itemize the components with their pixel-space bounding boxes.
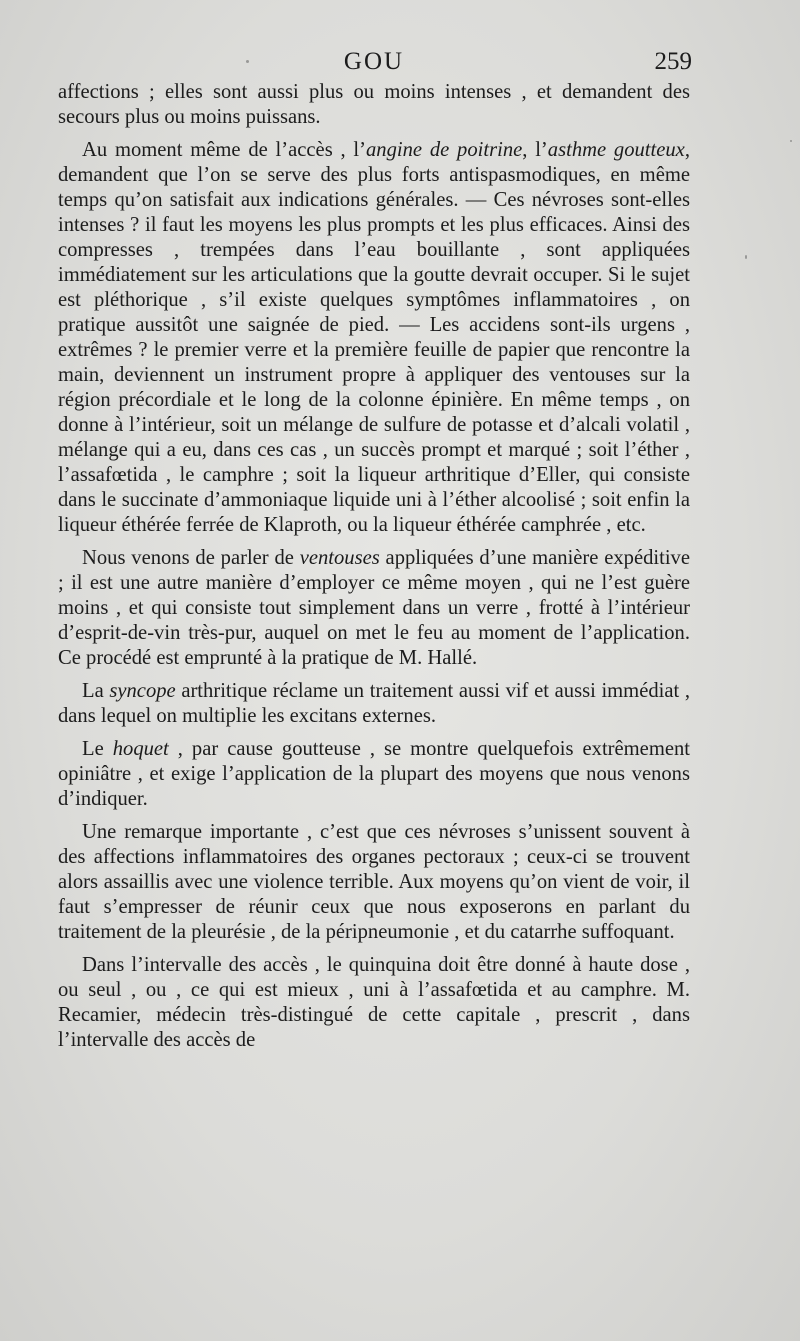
- page-number: 259: [654, 48, 692, 75]
- text-run: affections ; elles sont aussi plus ou moins intenses , et demandent des secours plus ou moins puissans.: [58, 81, 690, 128]
- text-run: Au moment même de l’accès , l’: [82, 139, 366, 161]
- body-text: [58, 80, 690, 1059]
- text-run: Une remarque importante , c’est que ces névroses s’unissent souvent à des affections inflammatoires des organes pectoraux ; ceux-ci se trouvent alors assaillis avec une violence terrible. Aux moyens qu’on vient de voir, il faut s’empresser de réunir ceux que nous exposerons en parlant du traitement de la pleurésie , de la péripneumonie , et du catarrhe suffoquant.: [58, 821, 690, 943]
- running-title: GOU: [343, 48, 405, 75]
- text-run: La: [82, 680, 110, 702]
- text-run: appliquées d’une manière expéditive ; il est une autre manière d’employer ce même moyen , qui ne l’est guère moins , et qui consiste tout simplement dans un verre , frotté à l’intérieur d’esprit-de-vin très-pur, auquel on met le feu au moment de l’application. Ce procédé est emprunté à la pratique de M. Hallé.: [58, 547, 690, 669]
- paragraph: [58, 546, 690, 671]
- italic-term: hoquet: [112, 738, 169, 760]
- italic-term: syncope: [109, 680, 176, 702]
- text-run: , demandent que l’on se serve des plus forts antispasmodiques, en même temps qu’on satisfait aux indications générales. — Ces névroses sont-elles intenses ? il faut les moyens les plus prompts et les plus efficaces. Ainsi des compresses , trempées dans l’eau bouillante , sont appliquées immédiatement sur les articulations que la goutte devrait occuper. Si le sujet est pléthorique , s’il existe quelques symptômes inflammatoires , on pratique aussitôt une saignée de pied. — Les accidens sont-ils urgens , extrêmes ? le premier verre et la première feuille de papier que rencontre la main, deviennent un instrument propre à appliquer des ventouses sur la région précordiale et le long de la colonne épinière. En même temps , on donne à l’intérieur, soit un mélange de sulfure de potasse et d’alcali volatil , mélange qui a eu, dans ces cas , un succès prompt et marqué ; soit l’éther , l’assafœtida , le camphre ; soit la liqueur arthritique d’Eller, qui consiste dans le succinate d’ammoniaque liquide uni à l’éther alcoolisé ; soit enfin la liqueur éthérée ferrée de Klaproth, ou la liqueur éthérée camphrée , etc.: [58, 139, 690, 536]
- text-run: Nous venons de parler de: [82, 547, 300, 569]
- paragraph: [58, 679, 690, 729]
- text-run: , l’: [522, 139, 548, 161]
- paper-speck: [790, 140, 792, 142]
- italic-term: asthme goutteux: [547, 139, 685, 161]
- paper-speck: [246, 60, 249, 63]
- text-run: Le: [82, 738, 113, 760]
- paragraph: [58, 80, 690, 130]
- paragraph: [58, 138, 690, 538]
- page-header: [58, 44, 690, 84]
- paragraph: [58, 820, 690, 945]
- paragraph: [58, 953, 690, 1053]
- text-run: Dans l’intervalle des accès , le quinquina doit être donné à haute dose , ou seul , ou , ce qui est mieux , uni à l’assafœtida et au camphre. M. Recamier, médecin très-distingué de cette capitale , prescrit , dans l’intervalle des accès de: [58, 954, 690, 1051]
- text-run: arthritique réclame un traitement aussi vif et aussi immédiat , dans lequel on multiplie les excitans externes.: [58, 680, 690, 727]
- italic-term: ventouses: [299, 547, 380, 569]
- text-run: , par cause goutteuse , se montre quelquefois extrêmement opiniâtre , et exige l’application de la plupart des moyens que nous venons d’indiquer.: [58, 738, 690, 810]
- paragraph: [58, 737, 690, 812]
- paper-speck: [745, 255, 747, 259]
- italic-term: angine de poitrine: [366, 139, 523, 161]
